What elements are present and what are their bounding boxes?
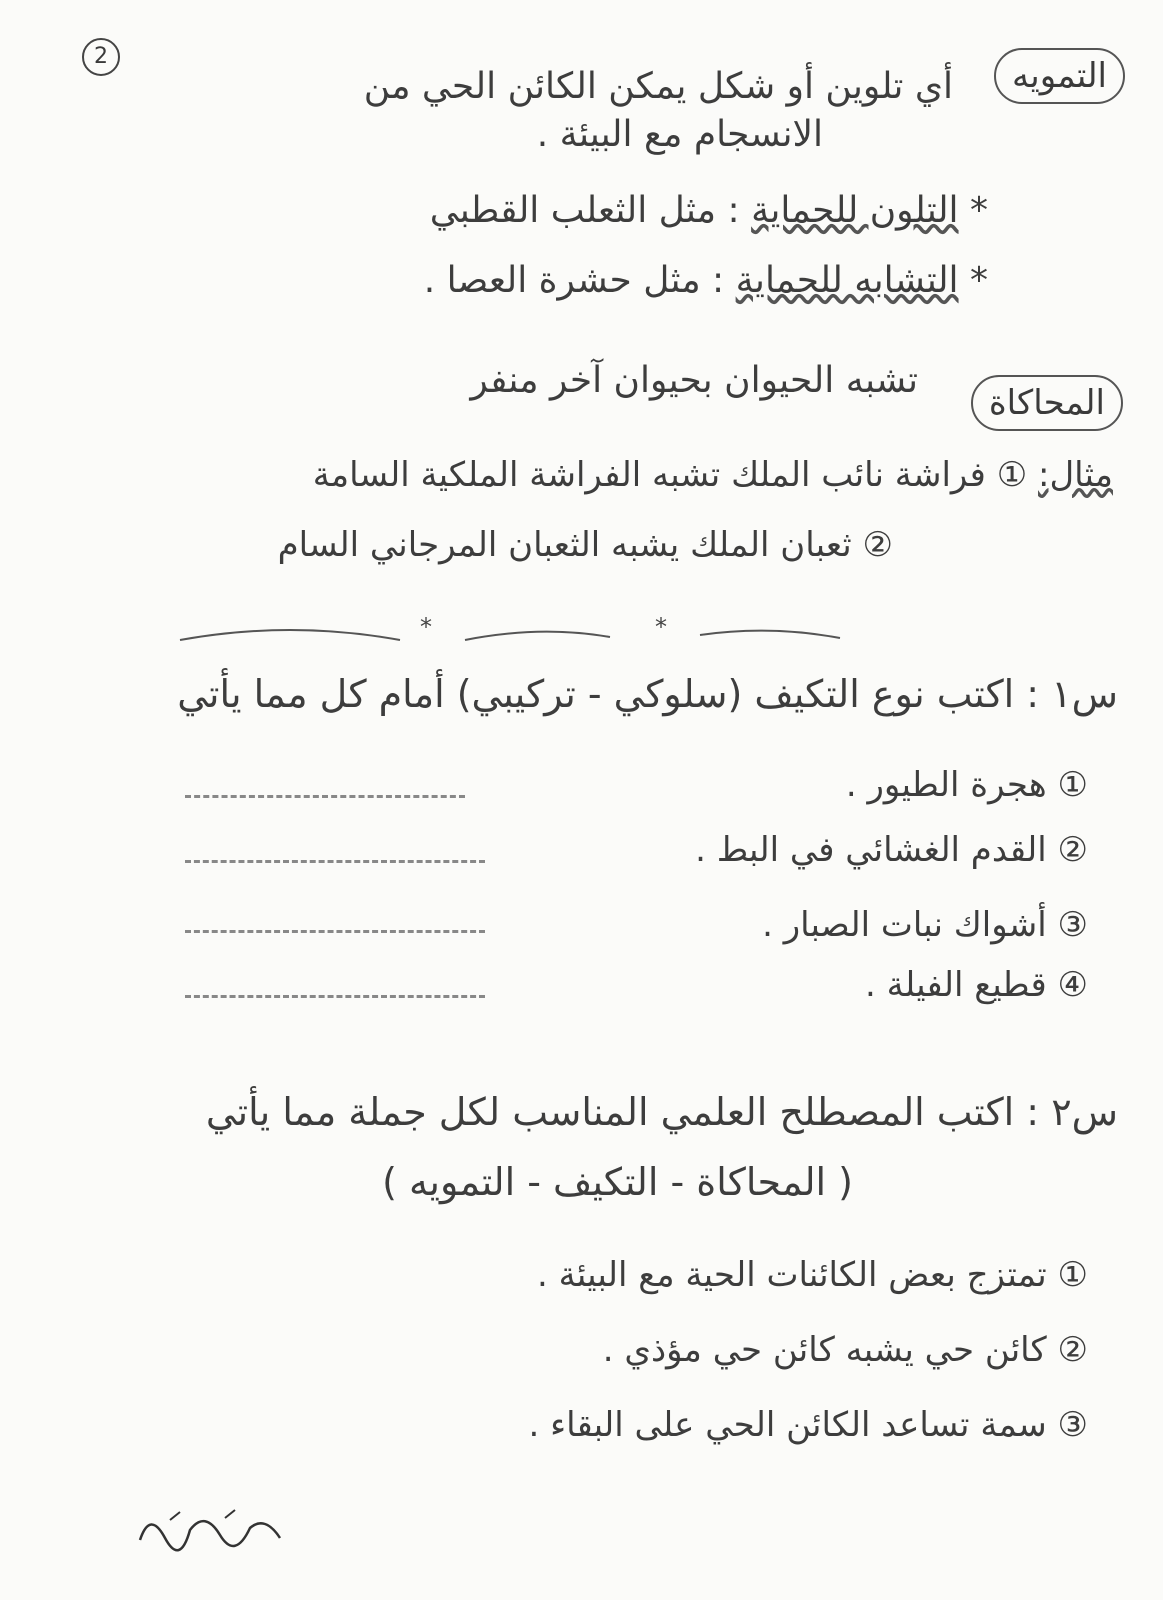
svg-text:*: * [420, 613, 432, 641]
divider-decoration [0, 605, 1163, 665]
camouflage-definition-line1: أي تلوين أو شكل يمكن الكائن الحي من [363, 66, 953, 107]
page-number: 2 [82, 38, 120, 76]
q2-item-3: ③ سمة تساعد الكائن الحي على البقاء . [528, 1405, 1088, 1445]
q1-item-3: ③ أشواك نبات الصبار . [762, 905, 1088, 945]
mimicry-example-1: مثال: ① فراشة نائب الملك تشبه الفراشة الملكية السامة [312, 455, 1113, 495]
q1-answer-line-1[interactable] [185, 795, 465, 798]
question-2-options: ( المحاكاة - التكيف - التمويه ) [382, 1160, 853, 1204]
q1-item-2: ② القدم الغشائي في البط . [695, 830, 1088, 870]
camouflage-example-1: * التلون للحماية : مثل الثعلب القطبي [429, 190, 988, 231]
mimicry-example-2: ② ثعبان الملك يشبه الثعبان المرجاني السام [277, 525, 893, 565]
q1-answer-line-3[interactable] [185, 930, 485, 933]
q2-item-1: ① تمتزج بعض الكائنات الحية مع البيئة . [537, 1255, 1088, 1295]
svg-text:*: * [655, 613, 667, 641]
example2-term: التشابه للحماية [735, 260, 959, 301]
mimicry-definition: تشبه الحيوان بحيوان آخر منفر [470, 360, 918, 401]
q1-answer-line-2[interactable] [185, 860, 485, 863]
example-label: مثال: [1038, 455, 1113, 495]
question-1-heading: س١ : اكتب نوع التكيف (سلوكي - تركيبي) أمام كل مما يأتي [177, 672, 1118, 716]
question-2-heading: س٢ : اكتب المصطلح العلمي المناسب لكل جملة مما يأتي [205, 1090, 1118, 1134]
q1-item-1: ① هجرة الطيور . [845, 765, 1088, 805]
camouflage-definition-line2: الانسجام مع البيئة . [536, 114, 823, 155]
example1-term: التلون للحماية [751, 190, 959, 231]
term-camouflage: التمويه [994, 48, 1125, 104]
camouflage-example-2: * التشابه للحماية : مثل حشرة العصا . [423, 260, 988, 301]
q2-item-2: ② كائن حي يشبه كائن حي مؤذي . [602, 1330, 1088, 1370]
term-mimicry: المحاكاة [971, 375, 1123, 431]
q1-item-4: ④ قطيع الفيلة . [865, 965, 1088, 1005]
q1-answer-line-4[interactable] [185, 995, 485, 998]
teacher-signature [130, 1500, 290, 1560]
